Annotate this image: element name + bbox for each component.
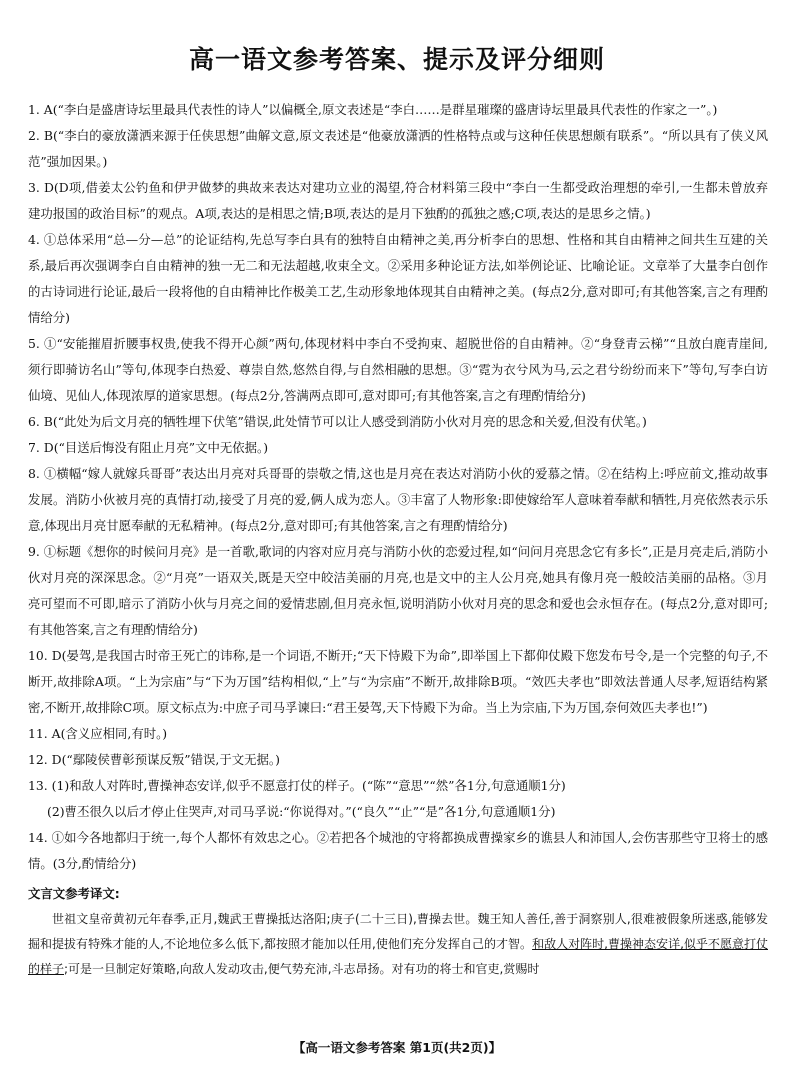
answer-list <box>28 97 768 982</box>
answer-12: 12. D(“鄢陵侯曹彰预谋反叛”错误,于文无据。) <box>28 752 280 767</box>
answer-9: 9. ①标题《想你的时候问月亮》是一首歌,歌词的内容对应月亮与消防小伙的恋爱过程,如“问问月亮思念它有多长”,正是月亮走后,消防小伙对月亮的深深思念。②“月亮”一语双关,既是天空中皎洁美丽的月亮,也是文中的主人公月亮,她具有像月亮一般皎洁美丽的品格。③月亮可望而不可即,暗示了消防小伙与月亮之间的爱情悲剧,但月亮永恒,说明消防小伙对月亮的思念和爱也会永恒存在。(每点2分,意对即可;有其他答案,言之有理酌情给分) <box>28 544 768 637</box>
translation-heading: 文言文参考译文: <box>28 886 120 901</box>
answer-2: 2. B(“李白的豪放潇洒来源于任侠思想”曲解文意,原文表述是“他豪放潇洒的性格特点或与这种任侠思想颇有联系”。“所以具有了侠义风范”强加因果。) <box>28 128 768 169</box>
answer-13-part-2: (2)曹丕很久以后才停止住哭声,对司马孚说:“你说得对。”(“良久”“止”“是”各1分,句意通顺1分) <box>47 804 556 819</box>
answer-14: 14. ①如今各地都归于统一,每个人都怀有效忠之心。②若把各个城池的守将都换成曹操家乡的谯县人和沛国人,会伤害那些守卫将士的感情。(3分,酌情给分) <box>28 830 768 871</box>
answer-11: 11. A(含义应相同,有时。) <box>28 726 168 741</box>
page-title: 高一语文参考答案、提示及评分细则 <box>188 45 605 74</box>
translation-underlined-text: 和敌人对阵时,曹操神态安详,似乎不愿意打仗的样子 <box>28 937 768 976</box>
translation-text-1: 世祖文皇帝黄初元年春季,正月,魏武王曹操抵达洛阳;庚子(二十三日),曹操去世。魏王知人善任,善于洞察别人,很难被假象所迷惑,能够发掘和提拔有特殊才能的人,不论地位多么低下,都按照才能加以任用,使他们充分发挥自己的才智。 <box>28 912 768 951</box>
answer-5: 5. ①“安能摧眉折腰事权贵,使我不得开心颜”两句,体现材料中李白不受拘束、超脱世俗的自由精神。②“身登青云梯”“且放白鹿青崖间,须行即骑访名山”等句,体现李白热爱、尊崇自然,悠然自得,与自然相融的思想。③“霓为衣兮风为马,云之君兮纷纷而来下”等句,写李白访仙境、见仙人,体现浓厚的道家思想。(每点2分,答满两点即可,意对即可;有其他答案,言之有理酌情给分) <box>28 336 768 403</box>
answer-6: 6. B(“此处为后文月亮的牺牲埋下伏笔”错误,此处情节可以让人感受到消防小伙对月亮的思念和关爱,但没有伏笔。) <box>28 414 647 429</box>
answer-1: 1. A(“李白是盛唐诗坛里最具代表性的诗人”以偏概全,原文表述是“李白……是群星璀璨的盛唐诗坛里最具代表性的作家之一”。) <box>28 102 718 117</box>
translation-text-2: ;可是一旦制定好策略,向敌人发动攻击,便气势充沛,斗志昂扬。对有功的将士和官吏,赏赐时 <box>64 962 540 976</box>
page-footer: 【高一语文参考答案 第1页(共2页)】 <box>292 1040 502 1055</box>
answer-13-part-1: 13. (1)和敌人对阵时,曹操神态安详,似乎不愿意打仗的样子。(“陈”“意思”“然”各1分,句意通顺1分) <box>28 778 566 793</box>
answer-10: 10. D(晏驾,是我国古时帝王死亡的讳称,是一个词语,不断开;“天下恃殿下为命”,即举国上下都仰仗殿下您发布号令,是一个完整的句子,不断开,故排除A项。“上为宗庙”与“下为万国”结构相似,“上”与“为宗庙”不断开,故排除B项。“效匹夫孝也”即效法普通人尽孝,短语结构紧密,不断开,故排除C项。原文标点为:中庶子司马孚谏曰:“君王晏驾,天下恃殿下为命。当上为宗庙,下为万国,奈何效匹夫孝也!”) <box>28 648 768 715</box>
answer-4: 4. ①总体采用“总—分—总”的论证结构,先总写李白具有的独特自由精神之美,再分析李白的思想、性格和其自由精神之间共生互建的关系,最后再次强调李白自由精神的独一无二和无法超越,收束全文。②采用多种论证方法,如举例论证、比喻论证。文章举了大量李白创作的古诗词进行论证,最后一段将他的自由精神比作极美工艺,生动形象地体现其自由精神之美。(每点2分,意对即可;有其他答案,言之有理酌情给分) <box>28 232 768 325</box>
answer-8: 8. ①横幅“嫁人就嫁兵哥哥”表达出月亮对兵哥哥的崇敬之情,这也是月亮在表达对消防小伙的爱慕之情。②在结构上:呼应前文,推动故事发展。消防小伙被月亮的真情打动,接受了月亮的爱,俩人成为恋人。③丰富了人物形象:即使嫁给军人意味着奉献和牺牲,月亮依然表示乐意,体现出月亮甘愿奉献的无私精神。(每点2分,意对即可;有其他答案,言之有理酌情给分) <box>28 466 768 533</box>
answer-3: 3. D(D项,借姜太公钓鱼和伊尹做梦的典故来表达对建功立业的渴望,符合材料第三段中“李白一生都受政治理想的牵引,一生都未曾放弃建功报国的政治目标”的观点。A项,表达的是相思之情;B项,表达的是月下独酌的孤独之感;C项,表达的是思乡之情。) <box>28 180 768 221</box>
answer-7: 7. D(“目送后悔没有阻止月亮”文中无依据。) <box>28 440 269 455</box>
translation-paragraph <box>28 907 768 982</box>
